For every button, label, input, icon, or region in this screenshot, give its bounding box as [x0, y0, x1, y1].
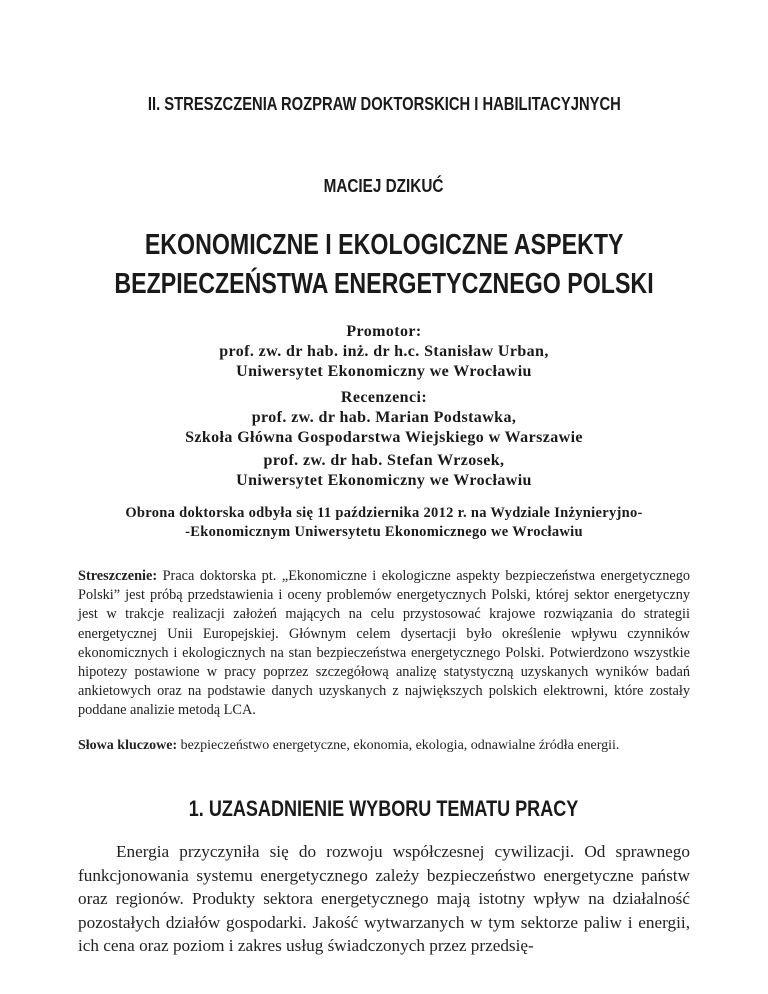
- paper-title-line-1: EKONOMICZNE I EKOLOGICZNE ASPEKTY: [144, 229, 624, 261]
- author-name: [0, 176, 768, 197]
- section-1-heading: [0, 796, 768, 822]
- paper-title: [0, 228, 768, 306]
- section-header: [0, 94, 768, 115]
- reviewers-block: [0, 388, 768, 491]
- defense-info: [0, 504, 768, 542]
- defense-line-2: -Ekonomicznym Uniwersytetu Ekonomicznego we Wrocławiu: [185, 524, 583, 540]
- section-1-paragraph: Energia przyczyniła się do rozwoju współczesnej cywilizacji. Od sprawnego funkcjonowania systemu energetycznego zależy bezpieczeństwo energetyczne państw oraz regionów. Produkty sektora energetycznego mają istotny wpływ na działalność pozostałych działów gospodarki. Jakość wytwarzanych w tym sektorze paliw i energii, ich cena oraz poziom i zakres usług świadczonych przez przedsię-: [78, 842, 690, 955]
- keywords: [78, 736, 698, 755]
- promotor-block: [0, 322, 768, 382]
- reviewer-name: prof. zw. dr hab. Marian Podstawka,: [251, 409, 517, 426]
- abstract: [78, 567, 690, 721]
- paper-title-line-2: BEZPIECZEŃSTWA ENERGETYCZNEGO POLSKI: [114, 268, 654, 300]
- reviewer-affiliation: Szkoła Główna Gospodarstwa Wiejskiego w Warszawie: [185, 429, 583, 446]
- keywords-label: Słowa kluczowe:: [78, 738, 178, 753]
- section-header-text: II. STRESZCZENIA ROZPRAW DOKTORSKICH I HABILITACYJNYCH: [147, 94, 621, 114]
- defense-line-1: Obrona doktorska odbyła się 11 października 2012 r. na Wydziale Inżynieryjno-: [125, 505, 643, 521]
- abstract-text: Praca doktorska pt. „Ekonomiczne i ekologiczne aspekty bezpieczeństwa energetycznego Polski” jest próbą przedstawienia i oceny problemów energetycznych Polski, której sektor energetyczny jest w trakcje realizacji założeń mających na celu przystosować krajowe rozwiązania do strategii energetycznej Unii Europejskiej. Głównym celem dysertacji było określenie wpływu czynników ekonomicznych i ekologicznych na stan bezpieczeństwa energetycznego Polski. Potwierdzono wszystkie hipotezy postawione w pracy poprzez szczegółową analizę statystyczną uzyskanych wyników badań ankietowych oraz na podstawie danych uzyskanych z największych polskich elektrowni, które zostały poddane analizie metodą LCA.: [78, 568, 690, 719]
- reviewer-name: prof. zw. dr hab. Stefan Wrzosek,: [263, 452, 505, 469]
- promotor-affiliation: Uniwersytet Ekonomiczny we Wrocławiu: [236, 363, 532, 380]
- keywords-text: bezpieczeństwo energetyczne, ekonomia, ekologia, odnawialne źródła energii.: [180, 738, 620, 753]
- reviewer-affiliation: Uniwersytet Ekonomiczny we Wrocławiu: [236, 472, 532, 489]
- reviewers-label: Recenzenci:: [340, 389, 428, 406]
- author-name-text: MACIEJ DZIKUĆ: [324, 176, 444, 196]
- promotor-label: Promotor:: [346, 323, 422, 340]
- promotor-name: prof. zw. dr hab. inż. dr h.c. Stanisław Urban,: [219, 343, 549, 360]
- abstract-label: Streszczenie:: [78, 568, 158, 584]
- section-1-heading-text: 1. UZASADNIENIE WYBORU TEMATU PRACY: [189, 796, 579, 821]
